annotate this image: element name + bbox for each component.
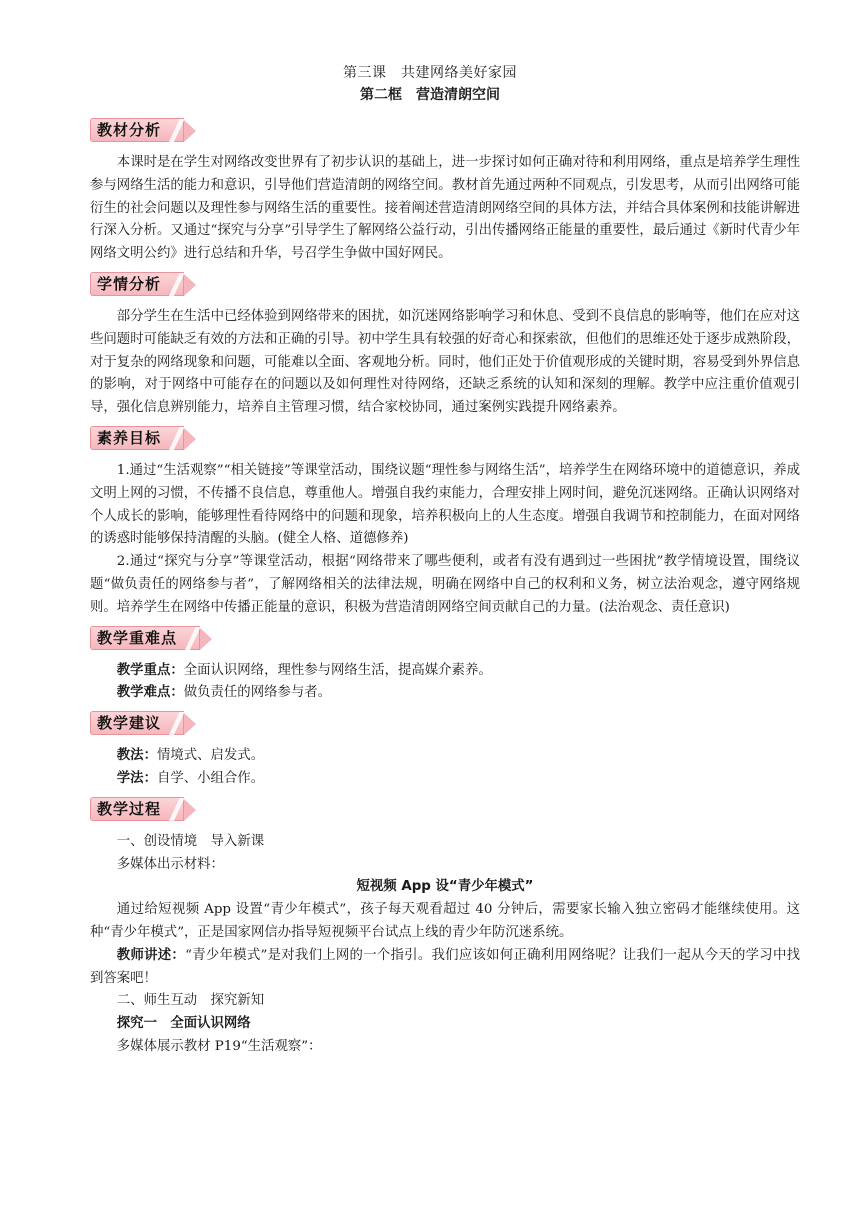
arrow-icon bbox=[200, 628, 212, 650]
teach-method-text: 情境式、启发式。 bbox=[156, 748, 265, 764]
teach-method-label: 教法： bbox=[116, 748, 157, 764]
section-badge-analysis bbox=[90, 118, 184, 144]
section-badge-suggestions bbox=[90, 711, 184, 737]
title-block bbox=[0, 62, 860, 106]
learn-method-label: 学法： bbox=[116, 770, 157, 786]
lesson-title: 第三课 共建网络美好家园 bbox=[343, 65, 517, 81]
difficulty-text: 做负责任的网络参与者。 bbox=[183, 685, 332, 701]
inquiry-1-heading: 探究一 全面认识网络 bbox=[116, 1016, 251, 1032]
learn-method-text: 自学、小组合作。 bbox=[156, 770, 265, 786]
focus-line bbox=[90, 660, 800, 683]
students-paragraph: 部分学生在生活中已经体验到网络带来的困扰，如沉迷网络影响学习和休息、受到不良信息的影响等，他们在应对这些问题时可能缺乏有效的方法和正确的引导。初中学生具有较强的好奇心和探索欲，但他们的思维还处于逐步成熟阶段，对于复杂的网络现象和问题，可能难以全面、客观地分析。同时，他们正处于价值观形成的关键时期，容易受到外界信息的影响，对于网络中可能存在的问题以及如何理性对待网络，还缺乏系统的认知和深刻的理解。教学中应注重价值观引导，强化信息辨别能力，培养自主管理习惯，结合家校协同，通过案例实践提升网络素养。 bbox=[90, 308, 800, 416]
arrow-icon bbox=[184, 274, 196, 296]
section-badge-students bbox=[90, 272, 184, 298]
badge-label: 教材分析 bbox=[97, 121, 162, 139]
material-title: 短视频 App 设“青少年模式” bbox=[356, 879, 534, 895]
step-1-heading: 一、创设情境 导入新课 bbox=[116, 833, 265, 849]
goal-item-2: 2.通过“探究与分享”等课堂活动，根据“网络带来了哪些便利，或者有没有遇到过一些困扰”教学情境设置，围绕议题“做负责任的网络参与者”，了解网络相关的法律法规，明确在网络中自己的权利和义务，树立法治观念，遵守网络规则。培养学生在网络中传播正能量的意识，积极为营造清朗网络空间贡献自己的力量。(法治观念、责任意识) bbox=[90, 554, 800, 615]
teacher-label: 教师讲述： bbox=[116, 947, 186, 963]
badge-label: 教学建议 bbox=[97, 714, 162, 733]
section-title: 第二框 营造清朗空间 bbox=[360, 87, 500, 103]
arrow-icon bbox=[184, 799, 196, 821]
analysis-paragraph: 本课时是在学生对网络改变世界有了初步认识的基础上，进一步探讨如何正确对待和利用网络，重点是培养学生理性参与网络生活的能力和意识，引导他们营造清朗的网络空间。教材首先通过两种不同观点，引发思考，从而引出网络可能衍生的社会问题以及理性参与网络生活的重要性。接着阐述营造清朗网络空间的具体方法，并结合具体案例和技能讲解进行深入分析。又通过“探究与分享”引导学生了解网络公益行动，引出传播网络正能量的重要性，最后通过《新时代青少年网络文明公约》进行总结和升华，号召学生争做中国好网民。 bbox=[90, 155, 800, 262]
show-material-line: 多媒体展示教材 P19“生活观察”： bbox=[116, 1038, 322, 1054]
goal-item-1: 1.通过“生活观察”“相关链接”等课堂活动，围绕议题“理性参与网络生活”，培养学生在网络环境中的道德意识，养成文明上网的习惯，不传播不良信息，尊重他人。增强自我约束能力，合理安排上网时间，避免沉迷网络。正确认识网络对个人成长的影响，能够理性看待网络中的问题和现象，培养积极向上的人生态度。增强自我调节和控制能力，在面对网络的诱惑时能够保持清醒的头脑。(健全人格、道德修养) bbox=[90, 462, 801, 547]
badge-label: 学情分析 bbox=[97, 274, 162, 293]
arrow-icon bbox=[184, 428, 196, 450]
focus-label: 教学重点： bbox=[116, 662, 184, 678]
learn-method-line bbox=[90, 768, 800, 791]
teacher-text: “青少年模式”是对我们上网的一个指引。我们应该如何正确利用网络呢？让我们一起从今天的学习中找到答案吧！ bbox=[90, 947, 800, 986]
arrow-icon bbox=[184, 120, 196, 142]
focus-text: 全面认识网络，理性参与网络生活，提高媒介素养。 bbox=[183, 662, 492, 678]
difficulty-label: 教学难点： bbox=[116, 685, 184, 701]
badge-label: 教学重难点 bbox=[97, 628, 178, 647]
badge-label: 教学过程 bbox=[97, 799, 162, 818]
material-paragraph: 通过给短视频 App 设置“青少年模式”，孩子每天观看超过 40 分钟后，需要家长输入独立密码才能继续使用。这种“青少年模式”，正是国家网信办指导短视频平台试点上线的青少年防沉迷系统。 bbox=[90, 902, 800, 940]
teacher-paragraph bbox=[90, 945, 800, 991]
multimedia-line: 多媒体出示材料： bbox=[116, 856, 224, 872]
section-badge-keypoints bbox=[90, 626, 200, 652]
teach-method-line bbox=[90, 745, 800, 768]
difficulty-line bbox=[90, 682, 800, 705]
arrow-icon bbox=[184, 713, 196, 735]
document-body bbox=[90, 112, 800, 1059]
badge-label: 素养目标 bbox=[97, 428, 162, 447]
section-badge-process bbox=[90, 797, 184, 823]
section-badge-goals bbox=[90, 426, 184, 452]
step-2-heading: 二、师生互动 探究新知 bbox=[116, 993, 265, 1009]
